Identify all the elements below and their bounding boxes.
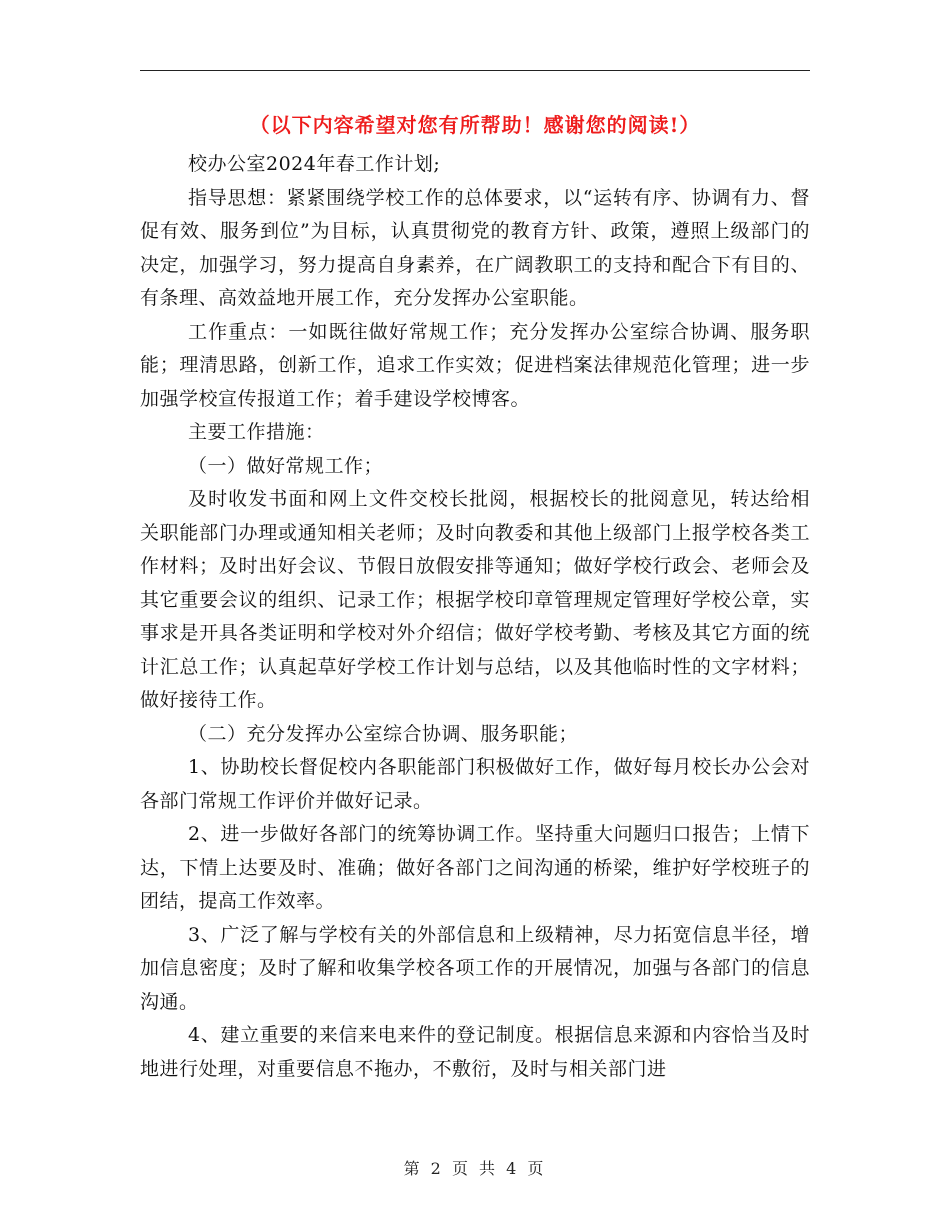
paragraph-item-4: 4、建立重要的来信来电来件的登记制度。根据信息来源和内容恰当及时地进行处理，对重要信息不拖办，不敷衍，及时与相关部门进 [140, 1024, 810, 1080]
paragraph-work-focus: 工作重点：一如既往做好常规工作；充分发挥办公室综合协调、服务职能；理清思路，创新工作，追求工作实效；促进档案法律规范化管理；进一步加强学校宣传报道工作；着手建设学校博客。 [140, 320, 810, 410]
paragraph-guiding-thought: 指导思想：紧紧围绕学校工作的总体要求，以“运转有序、协调有力、督促有效、服务到位”为目标，认真贯彻党的教育方针、政策，遵照上级部门的决定，加强学习，努力提高自身素养，在广阔教职工的支持和配合下有目的、有条理、高效益地开展工作，充分发挥办公室职能。 [140, 186, 810, 309]
paragraph-section-two-heading: （二）充分发挥办公室综合协调、服务职能； [188, 722, 579, 745]
paragraph-title: 校办公室2024年春工作计划; [188, 153, 441, 175]
header-rule [140, 70, 810, 71]
paragraph-item-3: 3、广泛了解与学校有关的外部信息和上级精神，尽力拓宽信息半径，增加信息密度；及时了解和收集学校各项工作的开展情况，加强与各部门的信息沟通。 [140, 923, 810, 1013]
notice-banner: （以下内容希望对您有所帮助！感谢您的阅读!） [249, 113, 701, 137]
document-body [140, 148, 810, 1086]
paragraph-section-one-heading: （一）做好常规工作； [188, 454, 384, 477]
page-number-footer: 第 2 页 共 4 页 [403, 1159, 547, 1178]
paragraph-item-2: 2、进一步做好各部门的统筹协调工作。坚持重大问题归口报告；上情下达，下情上达要及时、准确；做好各部门之间沟通的桥梁，维护好学校班子的团结，提高工作效率。 [140, 823, 810, 912]
paragraph-measures-heading: 主要工作措施： [188, 421, 325, 443]
paragraph-section-one-body: 及时收发书面和网上文件交校长批阅，根据校长的批阅意见，转达给相关职能部门办理或通知相关老师；及时向教委和其他上级部门上报学校各类工作材料；及时出好会议、节假日放假安排等通知；做好学校行政会、老师会及其它重要会议的组织、记录工作；根据学校印章管理规定管理好学校公章，实事求是开具各类证明和学校对外介绍信；做好学校考勤、考核及其它方面的统计汇总工作；认真起草好学校工作计划与总结，以及其他临时性的文字材料；做好接待工作。 [140, 488, 810, 711]
paragraph-item-1: 1、协助校长督促校内各职能部门积极做好工作，做好每月校长办公会对各部门常规工作评价并做好记录。 [140, 756, 810, 812]
